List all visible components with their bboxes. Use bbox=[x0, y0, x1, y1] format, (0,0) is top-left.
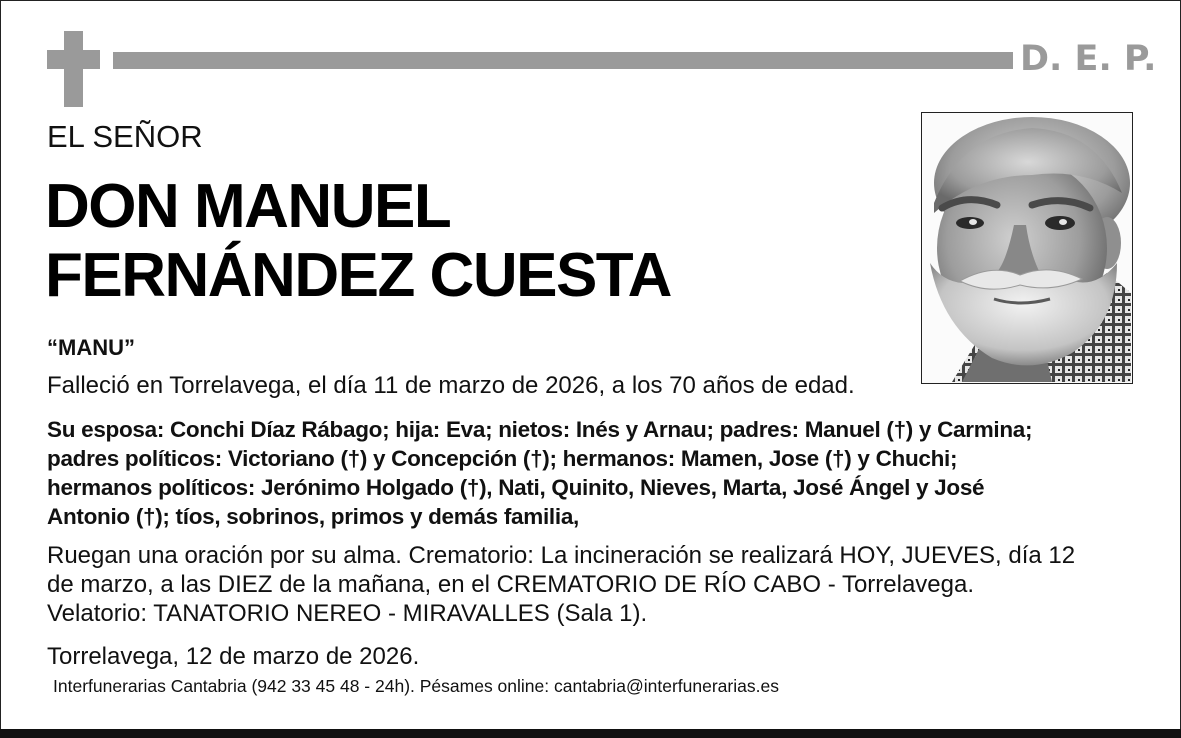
service-line: Ruegan una oración por su alma. Crematorio: La incineración se realizará HOY, JUEVES, día 12 bbox=[47, 542, 1076, 569]
header-rule bbox=[113, 52, 1013, 69]
funeral-home-contact: Interfunerarias Cantabria (942 33 45 48 - 24h). Pésames online: cantabria@interfunerarias.es bbox=[53, 676, 779, 696]
family-line: padres políticos: Victoriano (†) y Concepción (†); hermanos: Mamen, Jose (†) y Chuchi; bbox=[47, 446, 958, 471]
family-list bbox=[47, 415, 1137, 531]
deceased-name bbox=[45, 172, 671, 310]
place-date: Torrelavega, 12 de marzo de 2026. bbox=[47, 643, 420, 670]
name-line-1: DON MANUEL bbox=[45, 172, 451, 241]
name-line-2: FERNÁNDEZ CUESTA bbox=[45, 241, 671, 310]
bottom-bar bbox=[0, 729, 1181, 738]
service-line: de marzo, a las DIEZ de la mañana, en el CREMATORIO DE RÍO CABO - Torrelavega. bbox=[47, 571, 975, 598]
death-statement: Falleció en Torrelavega, el día 11 de marzo de 2026, a los 70 años de edad. bbox=[47, 372, 855, 399]
dep-label: D. E. P. bbox=[1020, 39, 1157, 79]
family-line: Antonio (†); tíos, sobrinos, primos y demás familia, bbox=[47, 504, 579, 529]
family-line: hermanos políticos: Jerónimo Holgado (†), Nati, Quinito, Nieves, Marta, José Ángel y José bbox=[47, 475, 985, 500]
service-details bbox=[47, 541, 1147, 628]
honorific: EL SEÑOR bbox=[47, 119, 203, 154]
nickname: “MANU” bbox=[47, 335, 135, 360]
service-line: Velatorio: TANATORIO NEREO - MIRAVALLES (Sala 1). bbox=[47, 600, 648, 627]
family-line: Su esposa: Conchi Díaz Rábago; hija: Eva; nietos: Inés y Arnau; padres: Manuel (†) y Carmina; bbox=[47, 417, 1033, 442]
portrait-illustration bbox=[922, 113, 1131, 382]
portrait-photo bbox=[921, 112, 1133, 384]
